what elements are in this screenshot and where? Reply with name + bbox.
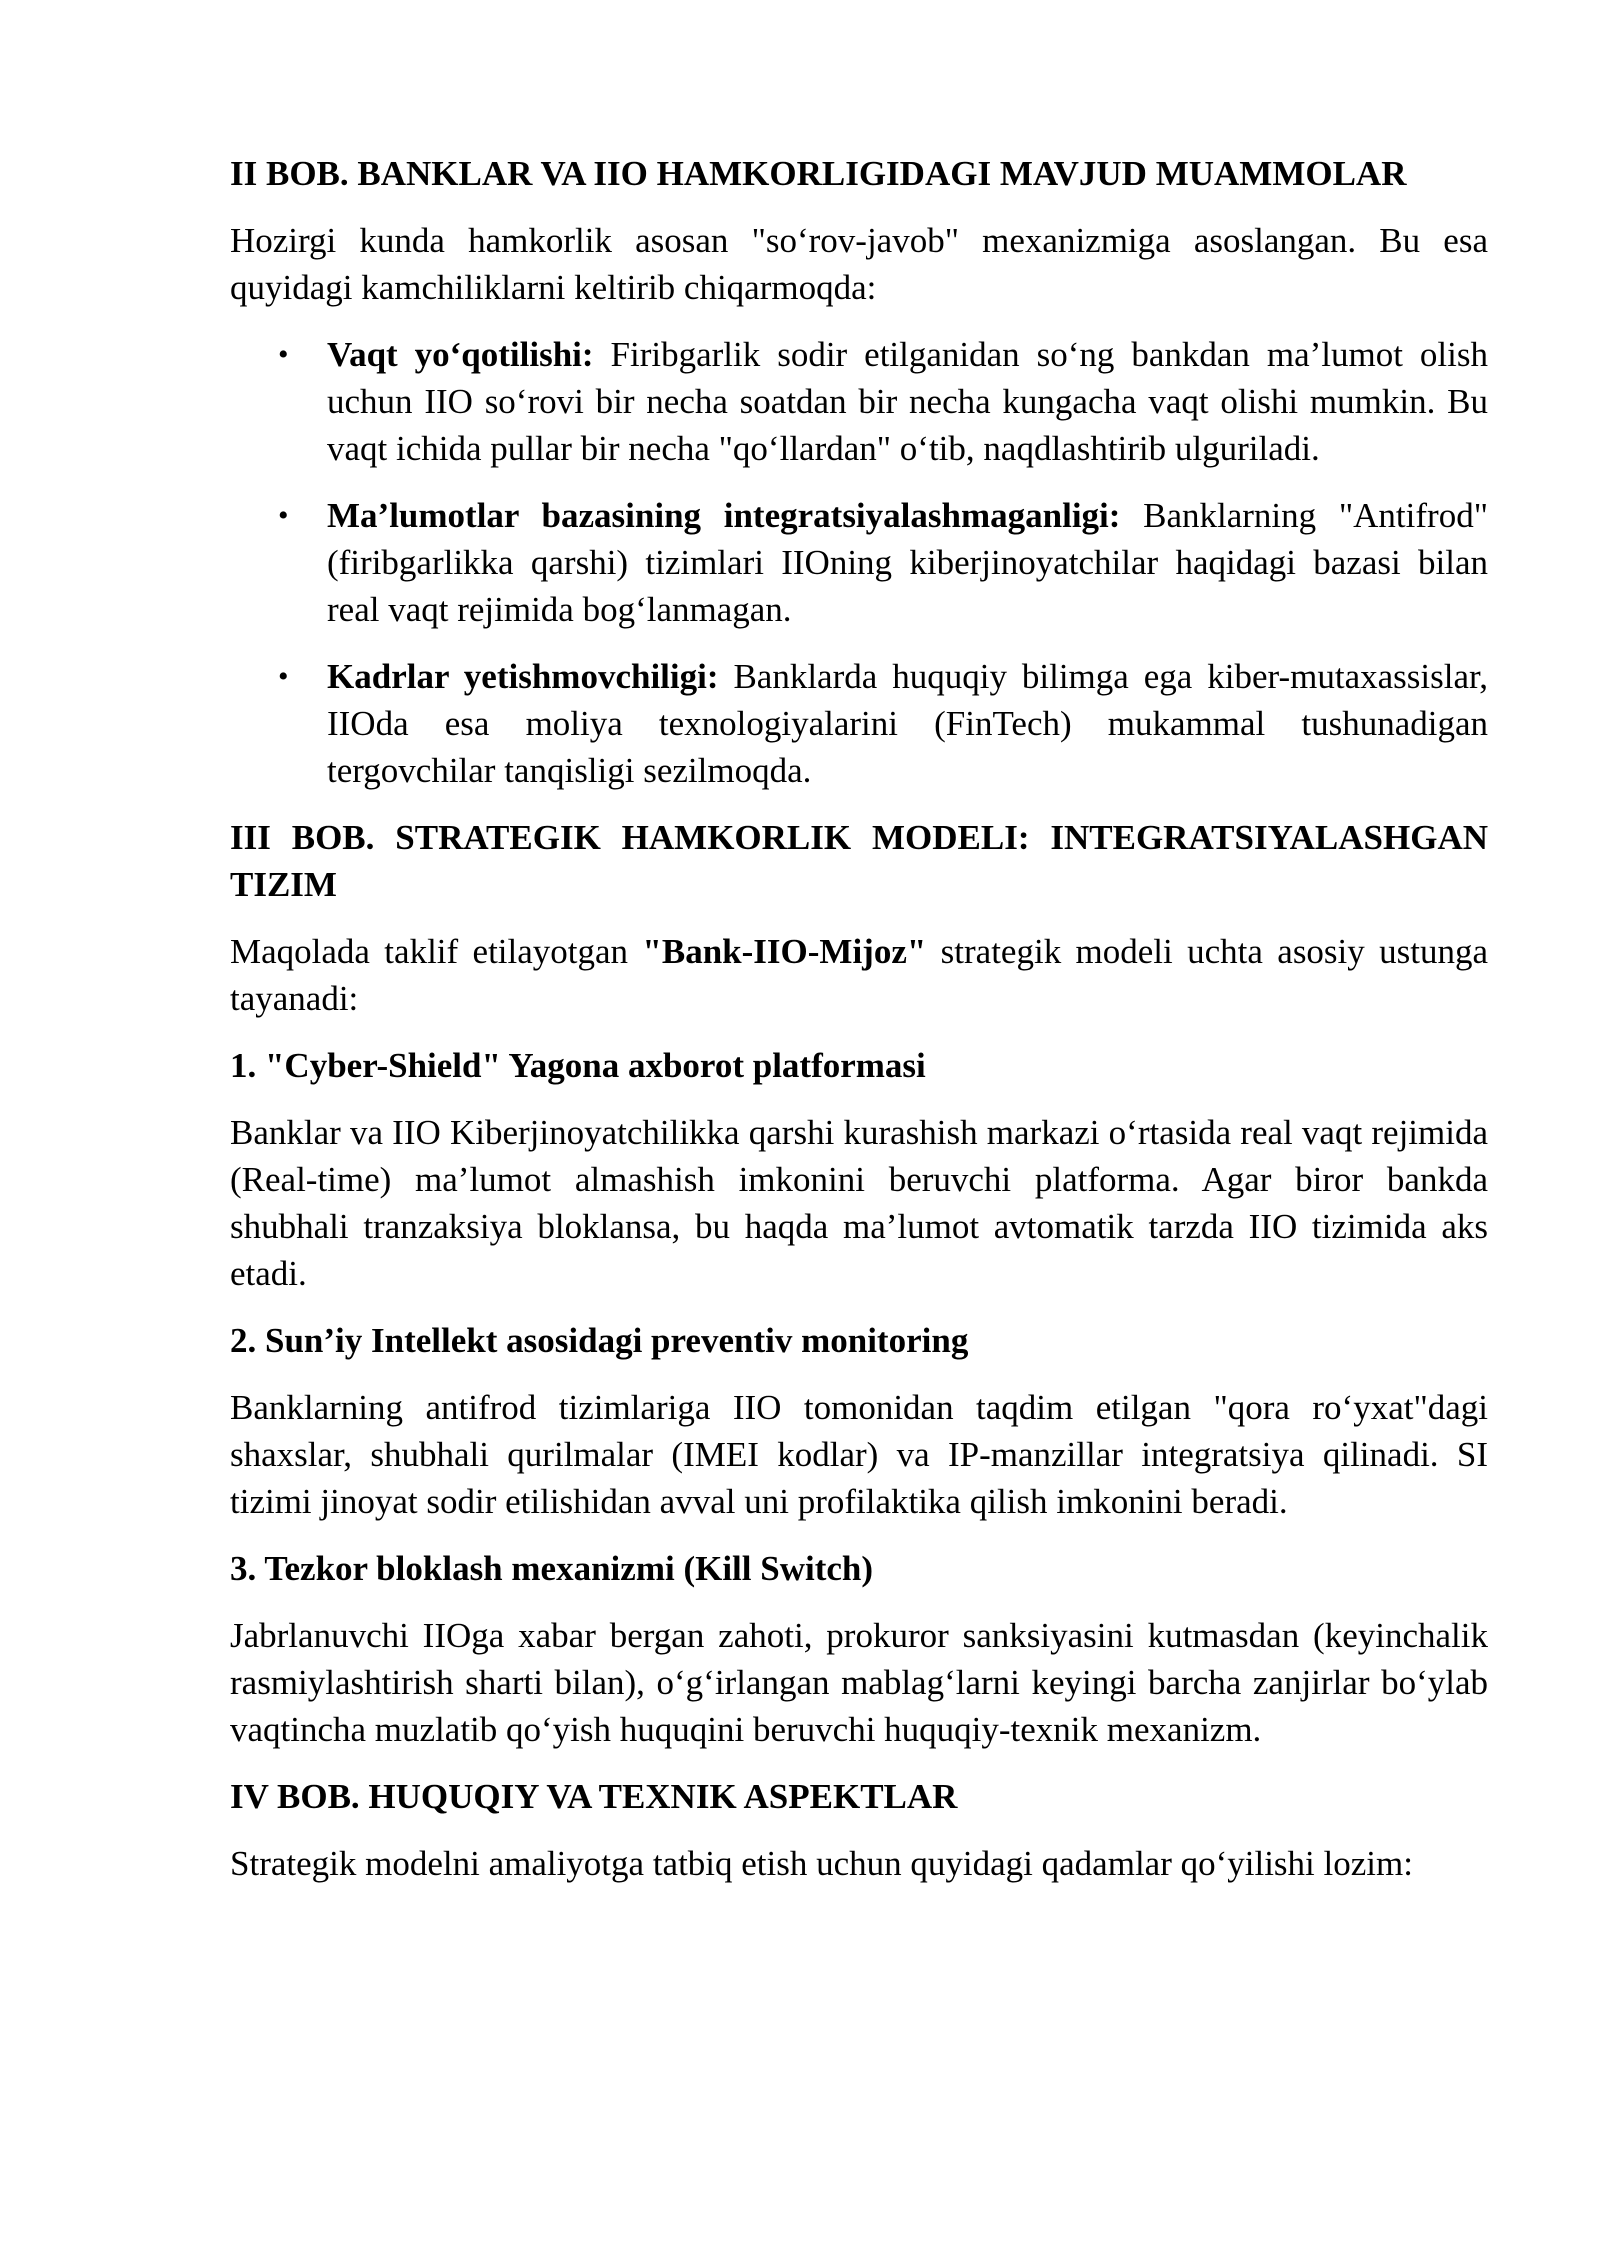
chapter-3-intro-end: strategik modeli uchta asosiy ustunga tayanadi: bbox=[230, 932, 1489, 1018]
chapter-4-intro: Strategik modelni amaliyotga tatbiq etish uchun quyidagi qadamlar qo‘yilishi lozim: bbox=[230, 1844, 1413, 1883]
list-item-text: Banklarning "Antifrod" (firibgarlikka qarshi) tizimlari IIOning kiberjinoyatchilar haqidagi bazasi bilan real vaqt rejimida bog‘lanmagan. bbox=[327, 496, 1488, 629]
chapter-3-intro bbox=[230, 928, 1488, 1022]
list-item-text: Banklarda huquqiy bilimga ega kiber-mutaxassislar, IIOda esa moliya texnologiyalarini (FinTech) mukammal tushunadigan tergovchilar tanqisligi sezilmoqda. bbox=[327, 657, 1489, 790]
section-1-title: 1. "Cyber-Shield" Yagona axborot platformasi bbox=[230, 1046, 926, 1085]
bullet-icon: • bbox=[278, 338, 289, 371]
problems-list bbox=[230, 331, 1488, 794]
section-3-title: 3. Tezkor bloklash mexanizmi (Kill Switch) bbox=[230, 1549, 874, 1588]
chapter-3-intro-start: Maqolada taklif etilayotgan bbox=[230, 932, 629, 971]
list-item-title: Ma’lumotlar bazasining integratsiyalashmaganligi: bbox=[327, 496, 1121, 535]
chapter-4-heading: IV BOB. HUQUQIY VA TEXNIK ASPEKTLAR bbox=[230, 1777, 958, 1816]
list-item-title: Kadrlar yetishmovchiligi: bbox=[327, 657, 719, 696]
section-1-text: Banklar va IIO Kiberjinoyatchilikka qarshi kurashish markazi o‘rtasida real vaqt rejimida (Real-time) ma’lumot almashish imkonini beruvchi platforma. Agar biror bankda shubhali tranzaksiya bloklansa, bu haqda ma’lumot avtomatik tarzda IIO tizimida aks etadi. bbox=[230, 1113, 1488, 1293]
list-item-title: Vaqt yo‘qotilishi: bbox=[327, 335, 594, 374]
bullet-icon: • bbox=[278, 660, 289, 693]
document-page bbox=[230, 150, 1488, 1907]
chapter-3-heading: III BOB. STRATEGIK HAMKORLIK MODELI: INTEGRATSIYALASHGAN TIZIM bbox=[230, 818, 1488, 904]
list-item bbox=[230, 492, 1488, 633]
chapter-2-intro: Hozirgi kunda hamkorlik asosan "so‘rov-javob" mexanizmiga asoslangan. Bu esa quyidagi kamchiliklarni keltirib chiqarmoqda: bbox=[230, 221, 1488, 307]
section-2-text: Banklarning antifrod tizimlariga IIO tomonidan taqdim etilgan "qora ro‘yxat"dagi shaxslar, shubhali qurilmalar (IMEI kodlar) va IP-manzillar integratsiya qilinadi. SI tizimi jinoyat sodir etilishidan avval uni profilaktika qilish imkonini beradi. bbox=[230, 1388, 1488, 1521]
section-3-text: Jabrlanuvchi IIOga xabar bergan zahoti, prokuror sanksiyasini kutmasdan (keyinchalik rasmiylashtirish sharti bilan), o‘g‘irlangan mablag‘larni keyingi barcha zanjirlar bo‘ylab vaqtincha muzlatib qo‘yish huquqini beruvchi huquqiy-texnik mexanizm. bbox=[230, 1616, 1488, 1749]
section-2-title: 2. Sun’iy Intellekt asosidagi preventiv monitoring bbox=[230, 1321, 969, 1360]
chapter-2-heading: II BOB. BANKLAR VA IIO HAMKORLIGIDAGI MAVJUD MUAMMOLAR bbox=[230, 154, 1407, 193]
list-item bbox=[230, 331, 1488, 472]
model-name: "Bank-IIO-Mijoz" bbox=[642, 932, 927, 971]
list-item bbox=[230, 653, 1488, 794]
list-item-text: Firibgarlik sodir etilganidan so‘ng bankdan ma’lumot olish uchun IIO so‘rovi bir necha soatdan bir necha kungacha vaqt olishi mumkin. Bu vaqt ichida pullar bir necha "qo‘llardan" o‘tib, naqdlashtirib ulguriladi. bbox=[327, 335, 1488, 468]
bullet-icon: • bbox=[278, 499, 289, 532]
